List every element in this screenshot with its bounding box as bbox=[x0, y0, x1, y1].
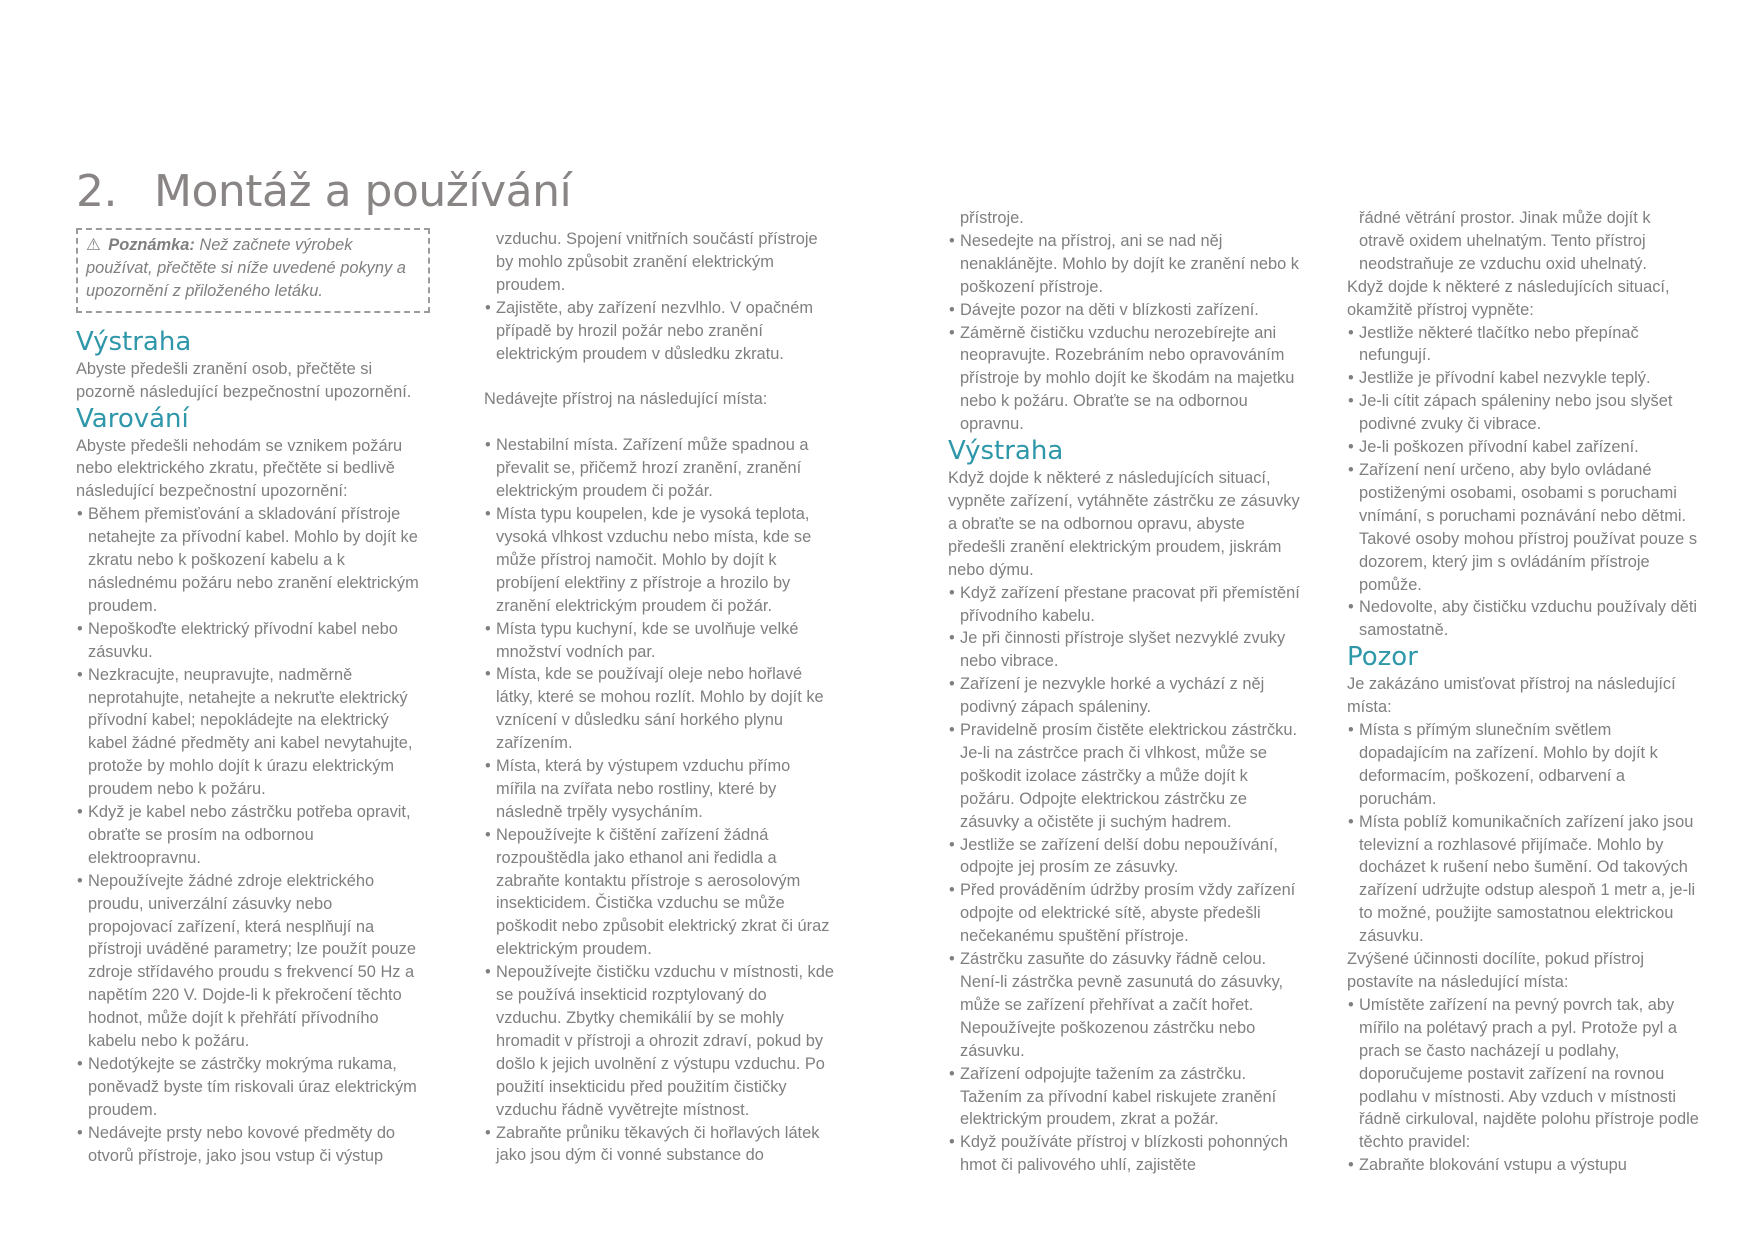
section-number: 2. bbox=[76, 166, 117, 217]
list-item-continued: přístroje. bbox=[960, 209, 1024, 227]
list-item: • Je při činnosti přístroje slyšet nezvyklé zvuky nebo vibrace. bbox=[948, 627, 1300, 673]
list-item: • Místa poblíž komunikačních zařízení jako jsou televizní a rozhlasové přijímače. Mohlo by docházet k rušení nebo šumění. Od takových zařízení udržujte odstup alespoň 1 metr a, je-li to možné, použijte samostatnou elektrickou zásuvku. bbox=[1347, 811, 1699, 948]
list-item: • Nedotýkejte se zástrčky mokrýma rukama, poněvadž byste tím riskovali úraz elektrickým proudem. bbox=[76, 1053, 420, 1122]
paragraph: Zvýšené účinnosti docílíte, pokud přístroj postavíte na následující místa: bbox=[1347, 950, 1645, 991]
list-item: • Když je kabel nebo zástrčku potřeba opravit, obraťte se prosím na odbornou elektroopravnu. bbox=[76, 801, 420, 870]
list-item: • Nestabilní místa. Zařízení může spadnou a převalit se, přičemž hrozí zranění, zranění elektrickým proudem či požár. bbox=[484, 434, 834, 503]
note-label: Poznámka: bbox=[108, 236, 195, 254]
list-item: • Pravidelně prosím čistěte elektrickou zástrčku. Je-li na zástrčce prach či vlhkost, může se poškodit izolace zástrčky a může dojít k požáru. Odpojte elektrickou zástrčku ze zásuvky a očistěte ji suchým hadrem. bbox=[948, 719, 1300, 834]
list-item: • Zařízení není určeno, aby bylo ovládané postiženými osobami, osobami s poruchami vnímání, s poruchami poznávání nebo dětmi. Takové osoby mohou přístroj používat pouze s dozorem, který jim s ovládáním přístroje pomůže. bbox=[1347, 459, 1699, 596]
list-item: • Záměrně čističku vzduchu nerozebírejte ani neopravujte. Rozebráním nebo opravováním přístroje by mohlo dojít ke škodám na majetku nebo k požáru. Obraťte se na odbornou opravnu. bbox=[948, 322, 1300, 437]
column-1 bbox=[76, 228, 420, 1168]
list-item: • Zařízení odpojujte tažením za zástrčku. Tažením za přívodní kabel riskujete zranění elektrickým proudem, zkrat a požár. bbox=[948, 1063, 1300, 1132]
list-item: • Před prováděním údržby prosím vždy zařízení odpojte od elektrické sítě, abyste předešli nečekanému spuštění přístroje. bbox=[948, 879, 1300, 948]
note-text: Než začnete výrobek používat, přečtěte si níže uvedené pokyny a upozornění z přiloženého letáku. bbox=[86, 236, 406, 300]
heading-vystraha: Výstraha bbox=[948, 436, 1064, 467]
list-item: • Zástrčku zasuňte do zásuvky řádně celou. Není-li zástrčka pevně zasunutá do zásuvky, může se zařízení přehřívat a začít hořet. Nepoužívejte poškozenou zástrčku nebo zásuvku. bbox=[948, 948, 1300, 1063]
list-item: • Místa typu koupelen, kde je vysoká teplota, vysoká vlhkost vzduchu nebo místa, kde se může přístroj namočit. Mohlo by dojít k probíjení elektřiny z přístroje a hrozilo by zranění elektrickým proudem či požár. bbox=[484, 503, 834, 618]
page-title bbox=[76, 165, 571, 219]
list-item: • Jestliže některé tlačítko nebo přepínač nefungují. bbox=[1347, 322, 1699, 368]
paragraph: Nedávejte přístroj na následující místa: bbox=[484, 390, 768, 409]
list-item: • Zabraňte blokování vstupu a výstupu bbox=[1347, 1154, 1699, 1177]
list-item: • Umístěte zařízení na pevný povrch tak, aby mířilo na polétavý prach a pyl. Protože pyl a prach se často nacházejí u podlahy, doporučujeme postavit zařízení na rovnou podlahu v místnosti. Aby vzduch v místnosti řádně cirkuloval, najděte polohu přístroje podle těchto pravidel: bbox=[1347, 994, 1699, 1154]
bullet-list bbox=[1347, 322, 1699, 643]
column-4 bbox=[1347, 207, 1699, 1177]
list-item: • Místa, kde se používají oleje nebo hořlavé látky, které se mohou rozlít. Mohlo by dojít ke vznícení v důsledku sání horkého plynu zařízením. bbox=[484, 663, 834, 755]
list-item: • Zajistěte, aby zařízení nezvlhlo. V opačném případě by hrozil požár nebo zranění elektrickým proudem v důsledku zkratu. bbox=[484, 297, 834, 366]
list-item: • Zabraňte průniku těkavých či hořlavých látek jako jsou dým či vonné substance do bbox=[484, 1122, 834, 1168]
bullet-list bbox=[1347, 719, 1699, 948]
list-item: • Nedávejte prsty nebo kovové předměty do otvorů přístroje, jako jsou vstup či výstup bbox=[76, 1122, 420, 1168]
column-3 bbox=[948, 207, 1300, 1177]
list-item: • Zařízení je nezvykle horké a vychází z něj podivný zápach spáleniny. bbox=[948, 673, 1300, 719]
warning-icon: ⚠ bbox=[86, 236, 101, 254]
column-2 bbox=[484, 228, 834, 1167]
list-item: • Dávejte pozor na děti v blízkosti zařízení. bbox=[948, 299, 1300, 322]
list-item: • Místa typu kuchyní, kde se uvolňuje velké množství vodních par. bbox=[484, 618, 834, 664]
paragraph: Je zakázáno umisťovat přístroj na následující místa: bbox=[1347, 675, 1676, 717]
bullet-list bbox=[948, 207, 1300, 436]
paragraph: Když dojde k některé z následujících situací, vypněte zařízení, vytáhněte zástrčku ze zásuvky a obraťte se na odbornou opravu, abyste předešli zranění elektrickým proudem, jiskrám nebo dýmu. bbox=[948, 469, 1300, 579]
list-item: • Nesedejte na přístroj, ani se nad něj nenaklánějte. Mohlo by dojít ke zranění nebo k poškození přístroje. bbox=[948, 230, 1300, 299]
paragraph: Když dojde k některé z následujících situací, okamžitě přístroj vypněte: bbox=[1347, 277, 1670, 319]
list-item-continued: vzduchu. Spojení vnitřních součástí přístroje by mohlo způsobit zranění elektrickým proudem. bbox=[496, 230, 818, 294]
section-title: Montáž a používání bbox=[154, 166, 572, 217]
list-item: • Je-li cítit zápach spáleniny nebo jsou slyšet podivné zvuky či vibrace. bbox=[1347, 390, 1699, 436]
paragraph: Abyste předešli nehodám se vznikem požáru nebo elektrického zkratu, přečtěte si bedlivě následující bezpečnostní upozornění: bbox=[76, 436, 403, 501]
bullet-list bbox=[1347, 994, 1699, 1177]
list-item: • Nepoškoďte elektrický přívodní kabel nebo zásuvku. bbox=[76, 618, 420, 664]
list-item: • Během přemisťování a skladování přístroje netahejte za přívodní kabel. Mohlo by dojít ke zkratu nebo k poškození kabelu a k následnému požáru nebo zranění elektrickým proudem. bbox=[76, 503, 420, 618]
list-item: • Místa, která by výstupem vzduchu přímo mířila na zvířata nebo rostliny, které by následně trpěly vysycháním. bbox=[484, 755, 834, 824]
bullet-list bbox=[484, 434, 834, 1167]
list-item: • Nedovolte, aby čističku vzduchu používaly děti samostatně. bbox=[1347, 596, 1699, 642]
list-item: • Nepoužívejte čističku vzduchu v místnosti, kde se používá insekticid rozptylovaný do vzduchu. Zbytky chemikálií by se mohly hromadit v přístroji a ohrozit zdraví, pokud by došlo k jejich uvolnění z výstupu vzduchu. Po použití insekticidu před použitím čističky vzduchu řádně vyvětrejte místnost. bbox=[484, 961, 834, 1121]
list-item: • Nepoužívejte k čištění zařízení žádná rozpouštědla jako ethanol ani ředidla a zabraňte kontaktu přístroje s aerosolovým insekticidem. Čistička vzduchu se může poškodit nebo způsobit elektrický zkrat či úraz elektrickým proudem. bbox=[484, 824, 834, 961]
heading-varovani: Varování bbox=[76, 403, 189, 434]
note-box bbox=[76, 228, 430, 313]
list-item: • Jestliže je přívodní kabel nezvykle teplý. bbox=[1347, 367, 1699, 390]
bullet-list bbox=[1347, 207, 1699, 276]
list-item: • Když používáte přístroj v blízkosti pohonných hmot či palivového uhlí, zajistěte bbox=[948, 1131, 1300, 1177]
bullet-list bbox=[76, 503, 420, 1167]
list-item: • Nezkracujte, neupravujte, nadměrně neprotahujte, netahejte a nekruťte elektrický přívodní kabel; nepokládejte na elektrický kabel žádné předměty ani kabel nevytahujte, protože by mohlo dojít k úrazu elektrickým proudem nebo k požáru. bbox=[76, 664, 420, 801]
list-item: • Když zařízení přestane pracovat při přemístění přívodního kabelu. bbox=[948, 582, 1300, 628]
list-item-continued: řádné větrání prostor. Jinak může dojít k otravě oxidem uhelnatým. Tento přístroj neodstraňuje ze vzduchu oxid uhelnatý. bbox=[1359, 209, 1651, 273]
bullet-list bbox=[484, 228, 834, 365]
list-item: • Jestliže se zařízení delší dobu nepoužívání, odpojte jej prosím ze zásuvky. bbox=[948, 834, 1300, 880]
heading-vystraha: Výstraha bbox=[76, 326, 192, 357]
list-item: • Místa s přímým slunečním světlem dopadajícím na zařízení. Mohlo by dojít k deformacím, poškození, odbarvení a poruchám. bbox=[1347, 719, 1699, 811]
bullet-list bbox=[948, 582, 1300, 1178]
list-item: • Nepoužívejte žádné zdroje elektrického proudu, univerzální zásuvky nebo propojovací zařízení, která nesplňují na přístroji uváděné parametry; lze použít pouze zdroje střídavého proudu s frekvencí 50 Hz a napětím 220 V. Dojde-li k překročení těchto hodnot, může dojít k přehřátí přívodního kabelu nebo k požáru. bbox=[76, 870, 420, 1053]
heading-pozor: Pozor bbox=[1347, 642, 1418, 673]
paragraph: Abyste předešli zranění osob, přečtěte si pozorně následující bezpečnostní upozornění. bbox=[76, 359, 412, 401]
list-item: • Je-li poškozen přívodní kabel zařízení. bbox=[1347, 436, 1699, 459]
